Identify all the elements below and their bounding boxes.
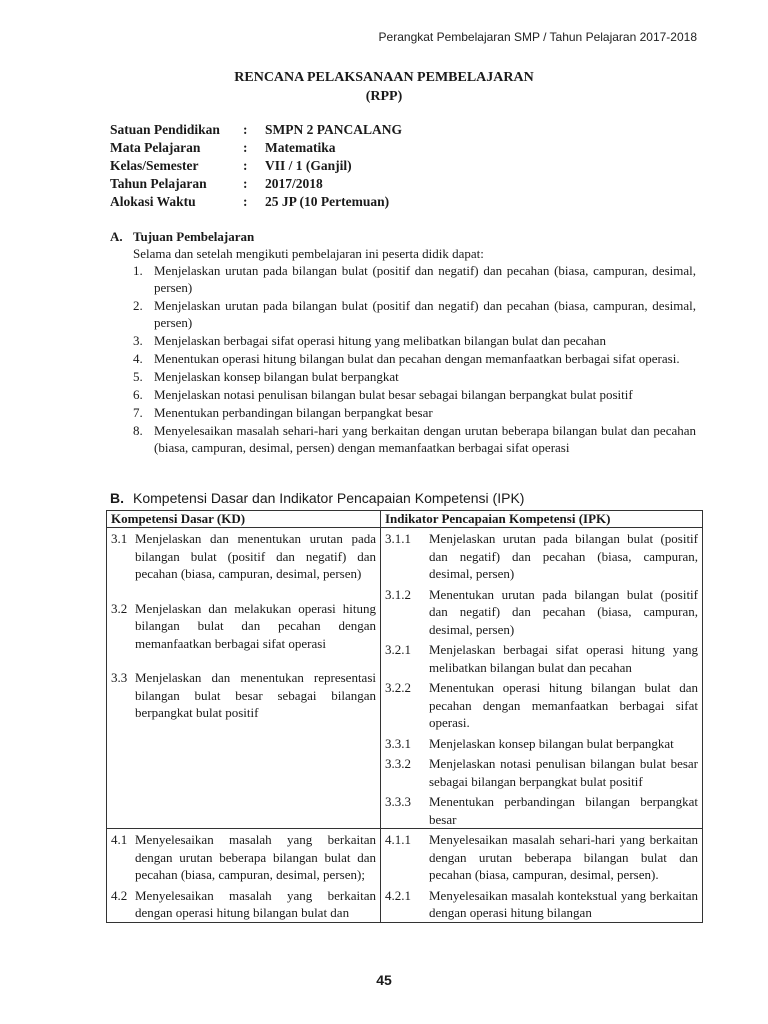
- kd-number: 4.1: [111, 832, 128, 847]
- identity-row: [110, 121, 402, 139]
- identity-value: VII / 1 (Ganjil): [265, 158, 352, 173]
- ipk-item: [385, 755, 698, 790]
- identity-row: [110, 175, 402, 193]
- ipk-text: Menentukan urutan pada bilangan bulat (positif dan negatif) dan pecahan (biasa, campuran, desimal, persen): [429, 586, 698, 637]
- header-kd: Kompetensi Dasar (KD): [107, 511, 381, 528]
- identity-value: SMPN 2 PANCALANG: [265, 122, 402, 137]
- ipk-item: [385, 530, 698, 583]
- ipk-text: Menjelaskan konsep bilangan bulat berpangkat: [429, 735, 674, 751]
- objective-number: 8.: [133, 423, 143, 438]
- kd-text: Menjelaskan dan menentukan representasi bilangan bulat besar sebagai bilangan berpangkat bulat positif: [135, 670, 376, 720]
- kd-cell: [107, 528, 381, 829]
- ipk-text: Menentukan perbandingan bilangan berpangkat besar: [429, 794, 698, 827]
- identity-label: Mata Pelajaran: [110, 140, 201, 155]
- competency-table: [106, 510, 703, 923]
- objectives-list: [110, 262, 696, 456]
- kd-text: Menyelesaikan masalah yang berkaitan dengan operasi hitung bilangan bulat dan: [135, 887, 376, 920]
- objective-text: Menjelaskan urutan pada bilangan bulat (positif dan negatif) dan pecahan (biasa, campuran, desimal, persen): [154, 263, 696, 295]
- objective-number: 1.: [133, 263, 143, 278]
- ipk-cell: [381, 528, 703, 829]
- section-b-heading: [110, 490, 524, 506]
- identity-value: 25 JP (10 Pertemuan): [265, 194, 390, 209]
- identity-row: [110, 157, 402, 175]
- objective-text: Menjelaskan berbagai sifat operasi hitung yang melibatkan bilangan bulat dan pecahan: [154, 333, 606, 348]
- objective-number: 6.: [133, 387, 143, 402]
- objective-item: [133, 386, 696, 403]
- ipk-item: [385, 887, 698, 922]
- kd-item: [111, 600, 376, 653]
- page-number: 45: [376, 972, 392, 988]
- objective-text: Menjelaskan notasi penulisan bilangan bulat besar sebagai bilangan berpangkat bulat positif: [154, 387, 633, 402]
- section-a-intro: Selama dan setelah mengikuti pembelajaran ini peserta didik dapat:: [133, 246, 484, 261]
- document-title: [0, 68, 768, 106]
- ipk-item: [385, 735, 698, 753]
- kd-text: Menjelaskan dan melakukan operasi hitung bilangan bulat dan pecahan dengan memanfaatkan berbagai sifat operasi: [135, 600, 376, 651]
- table-row: [107, 829, 703, 923]
- table-row: [107, 528, 703, 829]
- section-b-title: Kompetensi Dasar dan Indikator Pencapaian Kompetensi (IPK): [133, 490, 525, 506]
- objective-item: [133, 422, 696, 456]
- objective-number: 2.: [133, 298, 143, 313]
- ipk-cell: [381, 829, 703, 923]
- objective-number: 3.: [133, 333, 143, 348]
- ipk-number: 3.1.2: [385, 586, 411, 602]
- objective-item: [133, 332, 696, 349]
- identity-separator: :: [243, 194, 248, 209]
- ipk-number: 3.3.2: [385, 756, 411, 771]
- objective-text: Menyelesaikan masalah sehari-hari yang berkaitan dengan urutan beberapa bilangan bulat dan pecahan (biasa, campuran, desimal, persen) dengan memanfaatkan berbagai sifat operasi: [154, 423, 696, 455]
- ipk-item: [385, 793, 698, 828]
- kd-item: [111, 887, 376, 922]
- ipk-number: 4.1.1: [385, 832, 411, 847]
- kd-item: [111, 530, 376, 583]
- title-line-1: RENCANA PELAKSANAAN PEMBELAJARAN: [234, 70, 534, 85]
- ipk-number: 3.1.1: [385, 531, 411, 546]
- ipk-number: 3.2.2: [385, 680, 411, 695]
- identity-block: [110, 121, 402, 211]
- objective-number: 4.: [133, 351, 143, 366]
- kd-item: [111, 831, 376, 884]
- ipk-number: 3.2.1: [385, 642, 411, 657]
- ipk-text: Menyelesaikan masalah kontekstual yang berkaitan dengan operasi hitung bilangan: [429, 887, 698, 920]
- ipk-text: Menjelaskan berbagai sifat operasi hitung yang melibatkan bilangan bulat dan pecahan: [429, 642, 698, 675]
- ipk-number: 3.3.1: [385, 735, 411, 751]
- identity-label: Satuan Pendidikan: [110, 122, 220, 137]
- kd-item: [111, 669, 376, 722]
- kd-number: 4.2: [111, 887, 128, 903]
- identity-value: 2017/2018: [265, 176, 323, 191]
- ipk-text: Menjelaskan notasi penulisan bilangan bulat besar sebagai bilangan berpangkat bulat positif: [429, 756, 698, 789]
- objective-item: [133, 350, 696, 367]
- ipk-item: [385, 679, 698, 732]
- objective-text: Menentukan perbandingan bilangan berpangkat besar: [154, 405, 433, 420]
- objective-number: 7.: [133, 405, 143, 420]
- objective-item: [133, 262, 696, 296]
- identity-label: Alokasi Waktu: [110, 194, 196, 209]
- objective-item: [133, 404, 696, 421]
- identity-separator: :: [243, 158, 248, 173]
- identity-row: [110, 139, 402, 157]
- ipk-text: Menentukan operasi hitung bilangan bulat dan pecahan dengan memanfaatkan berbagai sifat operasi.: [429, 680, 698, 730]
- objective-item: [133, 297, 696, 331]
- ipk-item: [385, 831, 698, 884]
- kd-text: Menjelaskan dan menentukan urutan pada bilangan bulat (positif dan negatif) dan pecahan (biasa, campuran, desimal, persen): [135, 531, 376, 581]
- kd-number: 3.3: [111, 670, 128, 685]
- objective-text: Menjelaskan urutan pada bilangan bulat (positif dan negatif) dan pecahan (biasa, campuran, desimal, persen): [154, 298, 696, 330]
- identity-separator: :: [243, 140, 248, 155]
- identity-row: [110, 193, 402, 211]
- objective-number: 5.: [133, 369, 143, 384]
- kd-text: Menyelesaikan masalah yang berkaitan dengan urutan beberapa bilangan bulat dan pecahan (biasa, campuran, desimal, persen);: [135, 832, 376, 882]
- identity-label: Kelas/Semester: [110, 158, 199, 173]
- table-header-row: [107, 511, 703, 528]
- ipk-text: Menyelesaikan masalah sehari-hari yang berkaitan dengan urutan beberapa bilangan bulat dan pecahan (biasa, campuran, desimal, persen).: [429, 832, 698, 882]
- identity-value: Matematika: [265, 140, 336, 155]
- section-a-heading: [110, 228, 696, 245]
- section-a-letter: A.: [110, 229, 123, 244]
- identity-separator: :: [243, 122, 248, 137]
- identity-label: Tahun Pelajaran: [110, 176, 207, 191]
- ipk-number: 4.2.1: [385, 887, 411, 903]
- section-learning-objectives: [110, 228, 696, 457]
- title-line-2: (RPP): [365, 89, 403, 104]
- kd-number: 3.1: [111, 531, 128, 546]
- kd-cell: [107, 829, 381, 923]
- header-ipk: Indikator Pencapaian Kompetensi (IPK): [381, 511, 703, 528]
- section-a-title: Tujuan Pembelajaran: [133, 229, 255, 244]
- page-header: Perangkat Pembelajaran SMP / Tahun Pelajaran 2017-2018: [378, 30, 697, 44]
- identity-separator: :: [243, 176, 248, 191]
- kd-number: 3.2: [111, 600, 128, 616]
- objective-text: Menjelaskan konsep bilangan bulat berpangkat: [154, 369, 399, 384]
- ipk-item: [385, 586, 698, 639]
- ipk-text: Menjelaskan urutan pada bilangan bulat (positif dan negatif) dan pecahan (biasa, campuran, desimal, persen): [429, 531, 698, 581]
- ipk-number: 3.3.3: [385, 794, 411, 809]
- objective-text: Menentukan operasi hitung bilangan bulat dan pecahan dengan memanfaatkan berbagai sifat operasi.: [154, 351, 680, 366]
- ipk-item: [385, 641, 698, 676]
- section-b-letter: B.: [110, 490, 124, 506]
- objective-item: [133, 368, 696, 385]
